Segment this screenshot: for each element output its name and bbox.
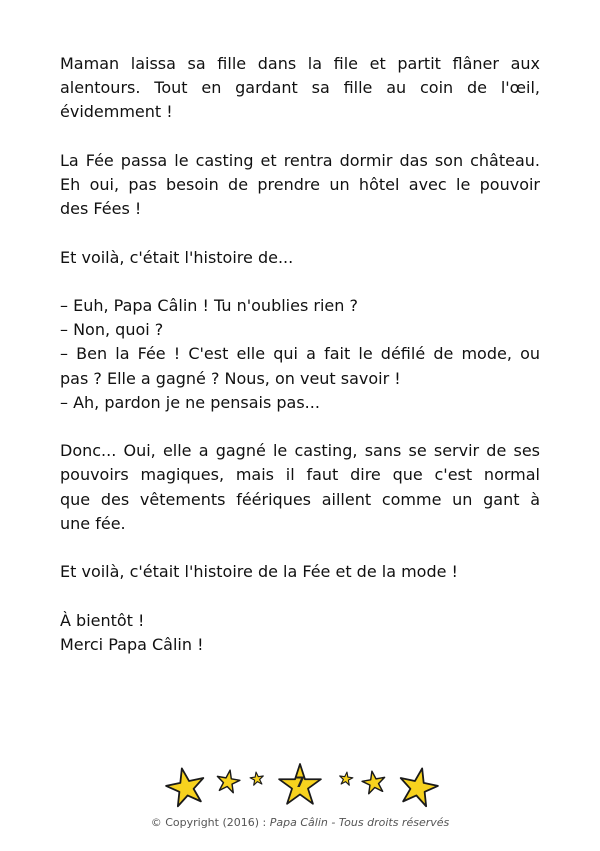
text-line: une fée.: [60, 513, 126, 533]
paragraph-2: [60, 149, 540, 222]
star-icon: [396, 764, 441, 807]
paragraph-1: [60, 52, 540, 125]
star-icon: [215, 768, 241, 793]
copyright-footer: [0, 816, 600, 829]
dialogue-line: pas ? Elle a gagné ? Nous, on veut savoir !: [60, 368, 401, 388]
text-line: Et voilà, c'était l'histoire de...: [60, 247, 294, 267]
story-text: [60, 52, 540, 681]
text-line: que des vêtements féériques aillent comme un gant à: [60, 489, 540, 509]
text-line: À bientôt !: [60, 610, 145, 630]
paragraph-3: [60, 246, 540, 270]
paragraph-7: [60, 609, 540, 657]
copyright-prefix: © Copyright (2016) :: [150, 816, 270, 829]
text-line: Et voilà, c'était l'histoire de la Fée et de la mode !: [60, 562, 458, 582]
star-icon: [361, 769, 387, 794]
copyright-owner: Papa Câlin - Tous droits réservés: [269, 816, 450, 829]
star-icon: [249, 771, 264, 785]
text-line: des Fées !: [60, 199, 142, 219]
text-line: alentours. Tout en gardant sa fille au coin de l'œil,: [60, 78, 540, 98]
text-line: Donc... Oui, elle a gagné le casting, sans se servir de ses: [60, 441, 540, 461]
text-line: Merci Papa Câlin !: [60, 634, 204, 654]
dialogue-line: – Non, quoi ?: [60, 320, 164, 340]
dialogue-block: [60, 294, 540, 415]
text-line: Eh oui, pas besoin de prendre un hôtel avec le pouvoir: [60, 175, 540, 194]
page-number: 7: [295, 775, 305, 791]
dialogue-line: – Ben la Fée ! C'est elle qui a fait le défilé de mode, ou: [60, 344, 540, 364]
paragraph-6: [60, 560, 540, 584]
star-icon: [339, 771, 354, 785]
dialogue-line: – Ah, pardon je ne pensais pas...: [60, 392, 320, 412]
dialogue-line: – Euh, Papa Câlin ! Tu n'oublies rien ?: [60, 295, 358, 315]
text-line: Maman laissa sa fille dans la file et partit flâner aux: [60, 54, 540, 73]
text-line: pouvoirs magiques, mais il faut dire que c'est normal: [60, 465, 540, 485]
paragraph-5: [60, 439, 540, 536]
text-line: La Fée passa le casting et rentra dormir das son château.: [60, 150, 540, 170]
text-line: évidemment !: [60, 102, 173, 122]
star-icon: [163, 764, 208, 807]
